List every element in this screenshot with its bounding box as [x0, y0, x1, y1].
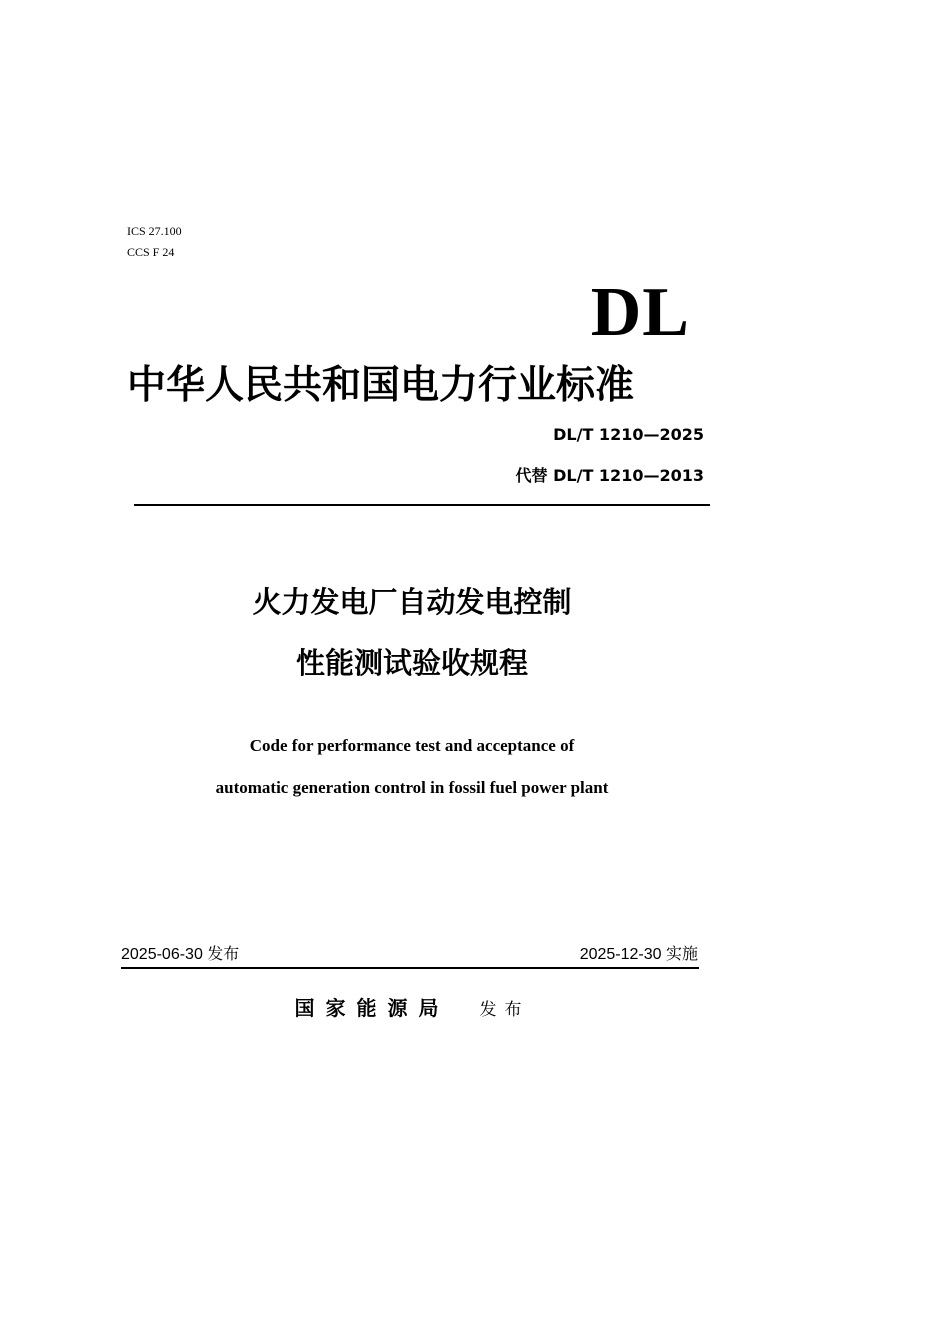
implementation-date: 2025-12-30 实施: [579, 946, 698, 963]
document-title-cn-line2: 性能测试验收规程: [295, 646, 528, 680]
replaced-standard-number: 代替 DL/T 1210—2013: [515, 466, 704, 485]
standard-number: DL/T 1210—2025: [553, 425, 704, 444]
publisher-line: [0, 994, 824, 1024]
ics-code: ICS 27.100: [127, 224, 182, 238]
issue-date: 2025-06-30 发布: [121, 946, 240, 963]
header-divider: [134, 504, 710, 506]
footer-divider: [121, 967, 699, 969]
ccs-code: CCS F 24: [127, 245, 175, 259]
publisher-name: 国家能源局: [294, 996, 450, 1020]
document-title-cn-line1: 火力发电厂自动发电控制: [252, 585, 572, 619]
publisher-action: 发布: [479, 1000, 530, 1020]
standard-title: 中华人民共和国电力行业标准: [127, 363, 635, 408]
dl-logo: DL: [590, 274, 690, 351]
document-title-en-line1: Code for performance test and acceptance of: [249, 736, 575, 755]
document-title-en-line2: automatic generation control in fossil fuel power plant: [215, 778, 609, 797]
